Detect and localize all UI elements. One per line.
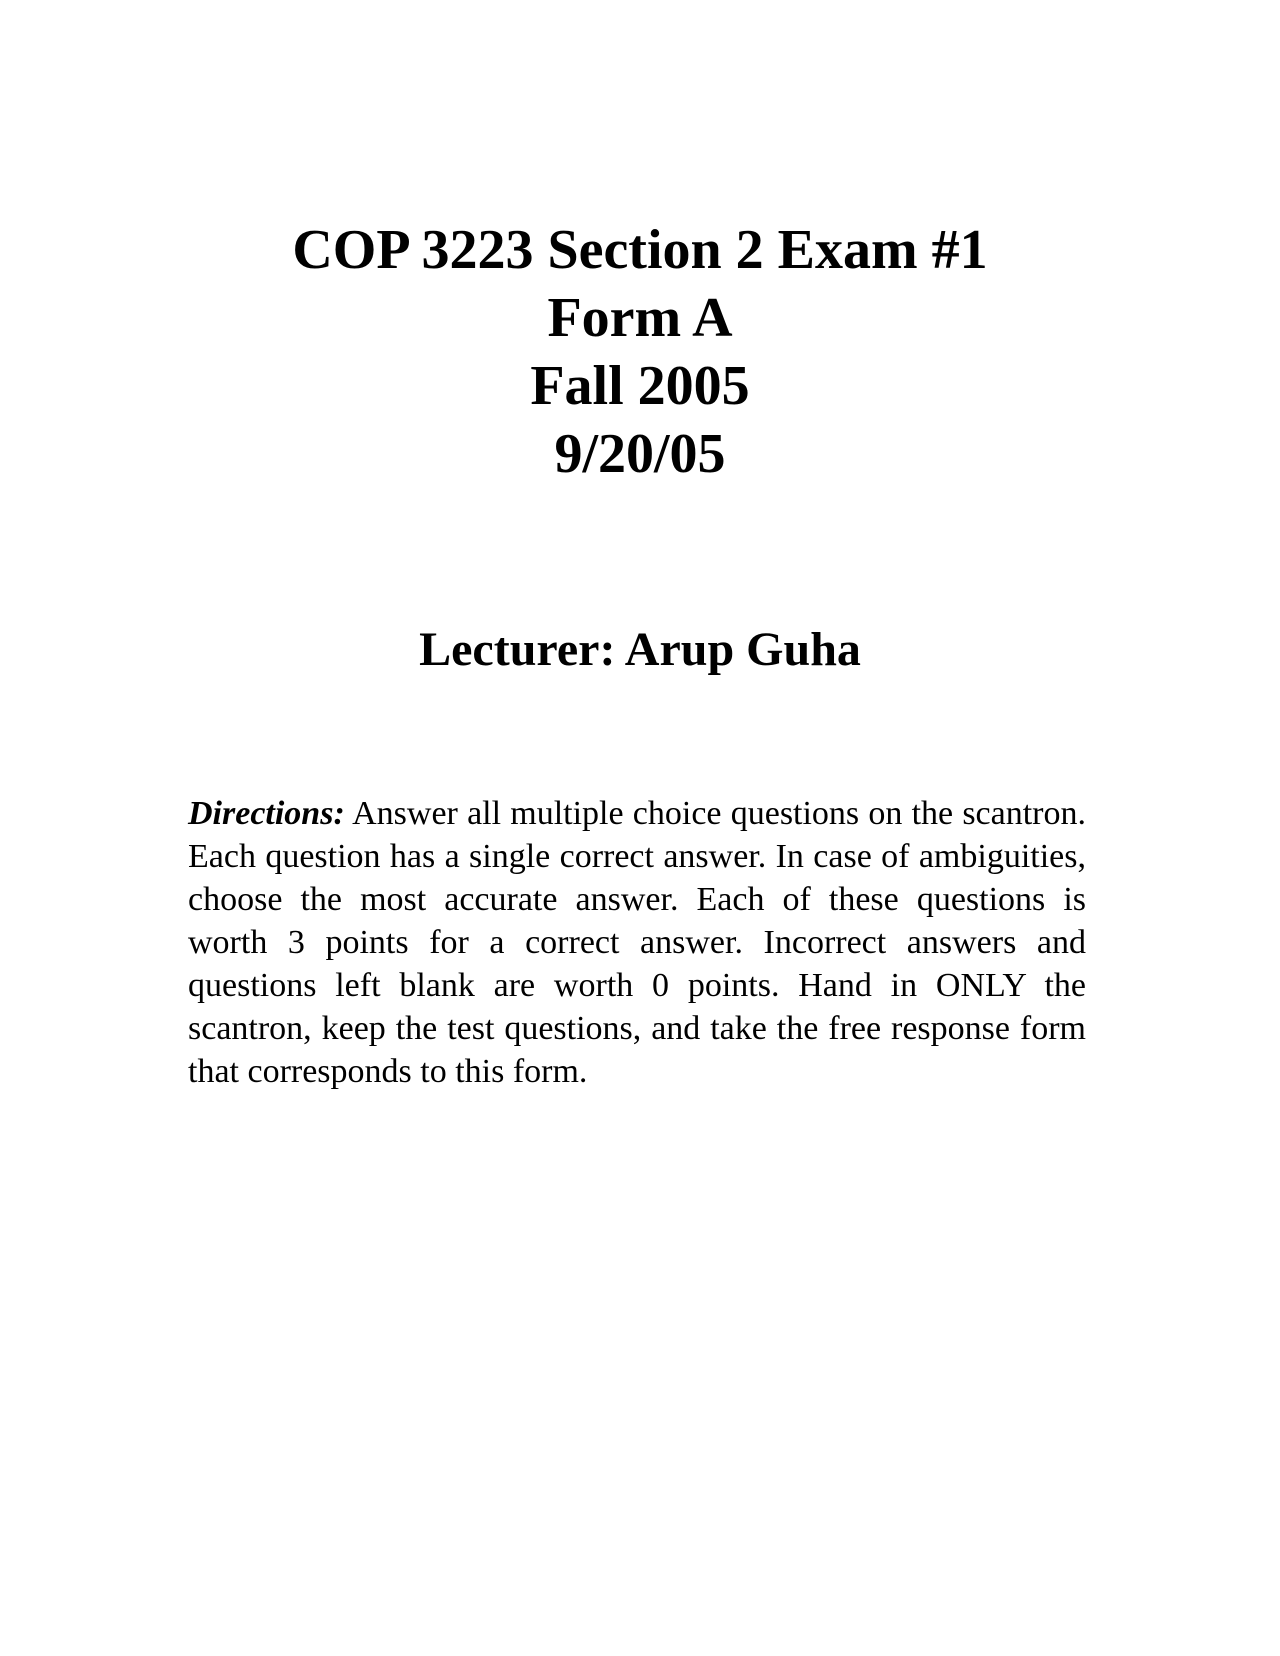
exam-form: Form A	[547, 287, 733, 349]
exam-term: Fall 2005	[530, 355, 750, 417]
exam-title: COP 3223 Section 2 Exam #1	[292, 219, 988, 281]
exam-date: 9/20/05	[554, 423, 726, 485]
directions-paragraph	[188, 792, 1086, 1093]
exam-title-block	[0, 216, 1280, 488]
lecturer-name: Lecturer: Arup Guha	[419, 623, 861, 676]
directions-text: Answer all multiple choice questions on the scantron. Each question has a single correct answer. In case of ambiguities, choose the most accurate answer. Each of these questions is worth 3 points for a correct answer. Incorrect answers and questions left blank are worth 0 points. Hand in ONLY the scantron, keep the test questions, and take the free response form that corresponds to this form.	[188, 795, 1087, 1090]
directions-label: Directions:	[188, 795, 345, 832]
